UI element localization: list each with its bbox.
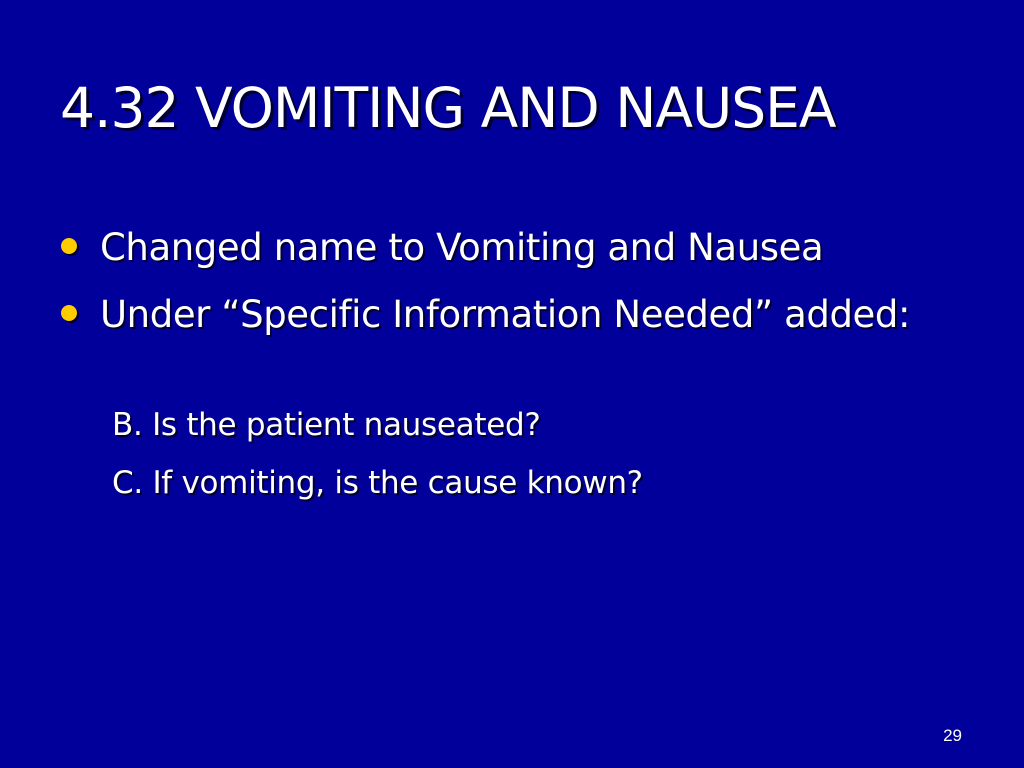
bullet-dot-icon — [61, 305, 77, 321]
sub-bullet-item: C. If vomiting, is the cause known? — [112, 465, 643, 501]
page-number: 29 — [943, 726, 962, 745]
bullet-list — [58, 222, 958, 356]
bullet-item — [58, 222, 958, 274]
bullet-text: Changed name to Vomiting and Nausea — [100, 226, 824, 269]
bullet-text: Under “Specific Information Needed” added: — [100, 293, 911, 336]
bullet-item — [58, 289, 958, 341]
bullet-dot-icon — [61, 238, 77, 254]
sub-bullet-item: B. Is the patient nauseated? — [112, 407, 541, 443]
slide-title: 4.32 VOMITING AND NAUSEA — [60, 76, 836, 140]
sub-bullet-list — [112, 405, 643, 521]
